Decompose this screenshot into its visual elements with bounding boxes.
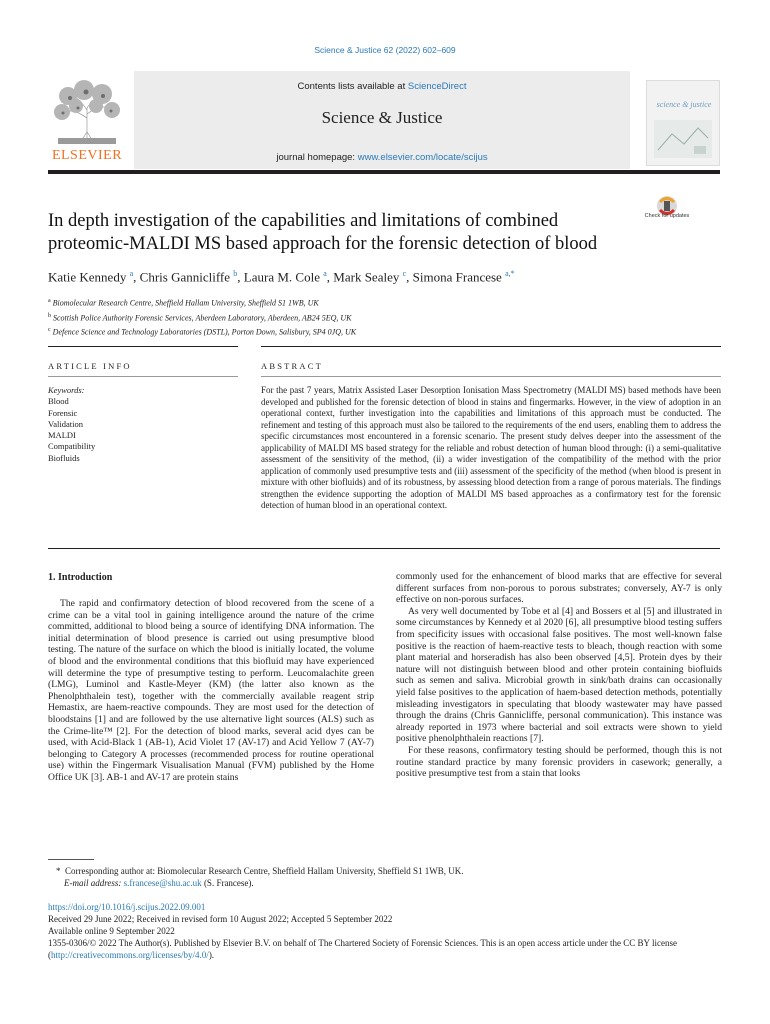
article-info-heading: ARTICLE INFO bbox=[48, 361, 132, 371]
author-affiliation-marker[interactable]: c bbox=[402, 269, 407, 278]
keywords-label: Keywords: bbox=[48, 385, 85, 395]
elsevier-tree-icon bbox=[48, 78, 126, 146]
keyword-item: Compatibility bbox=[48, 441, 96, 452]
abstract-top-rule bbox=[261, 346, 721, 347]
email-link[interactable]: s.francese@shu.ac.uk bbox=[123, 878, 202, 888]
available-online-date: Available online 9 September 2022 bbox=[48, 926, 175, 936]
article-info-top-rule bbox=[48, 346, 238, 347]
affiliation-item: $^c$ Defence Science and Technology Laboratories (DSTL), Porton Down, Salisbury, SP4 0JQ, UK bbox=[48, 327, 357, 337]
license-link[interactable]: http://creativecommons.org/licenses/by/4.0/ bbox=[51, 949, 209, 960]
abstract-sub-rule bbox=[261, 376, 721, 377]
keyword-item: Biofluids bbox=[48, 452, 80, 463]
affiliation-item: $^b$ Scottish Police Authority Forensic Services, Aberdeen Laboratory, Aberdeen, AB24 5EQ, UK bbox=[48, 312, 352, 323]
abstract-heading: ABSTRACT bbox=[261, 361, 323, 371]
keyword-item: Validation bbox=[48, 418, 83, 429]
check-updates-label: Check for updates bbox=[644, 213, 690, 219]
homepage-link[interactable]: www.elsevier.com/locate/scijus bbox=[357, 152, 488, 163]
introduction-heading: 1. Introduction bbox=[48, 572, 113, 583]
header-rule bbox=[48, 170, 720, 174]
affiliation-item: $^a$ Biomolecular Research Centre, Sheffield Hallam University, Sheffield S1 1WB, UK bbox=[48, 298, 319, 308]
footnote-rule bbox=[48, 859, 94, 860]
author-affiliation-marker[interactable]: a bbox=[129, 269, 134, 278]
journal-citation[interactable]: Science & Justice 62 (2022) 602–609 bbox=[314, 45, 456, 55]
keyword-item: Forensic bbox=[48, 407, 78, 418]
body-right-column bbox=[396, 571, 722, 780]
license-statement: 1355-0306/© 2022 The Author(s). Published by Elsevier B.V. on behalf of The Chartered Society of Forensic Sciences. This is an open access article under the CC BY license (http://creativecommons.org/licenses/by/4.0/). bbox=[48, 938, 677, 960]
keyword-item: MALDI bbox=[48, 430, 76, 441]
body-paragraph: commonly used for the enhancement of blood marks that are effective for several different surfaces from non-porous to porous substrates; conversely, AY-7 is only effective on non-porous surfaces. bbox=[396, 571, 722, 606]
author-list: Katie Kennedy $^a$, Chris Gannicliffe $^b$, Laura M. Cole $^a$, Mark Sealey $^c$, Simona Francese $^{a,*}$ bbox=[48, 269, 515, 285]
corresponding-author-note: * Corresponding author at: Biomolecular Research Centre, Sheffield Hallam University, Sheffield S1 1WB, UK. bbox=[56, 866, 464, 876]
article-title: In depth investigation of the capabilities and limitations of combined proteomic-MALDI MS based approach for the forensic detection of blood bbox=[48, 211, 598, 254]
abstract-bottom-rule bbox=[48, 548, 720, 549]
abstract-text: For the past 7 years, Matrix Assisted Laser Desorption Ionisation Mass Spectrometry (MALDI MS) based methods have been developed and published for the forensic detection of blood in stains and fingermarks. However, in the view of adoption in an operational context, further investigation into the capabilities and limitations of this approach must be conducted. The refinement and testing of this approach must also be tailored to the requirements of the end users, enabling them to address the specific circumstances most encountered in a forensic scenario. The present study delves deeper into the assessment of the applicability of MALDI MS based strategy for the reliable and robust detection of human blood through: (i) a semi-qualitative assessment of the sensitivity of the method, (ii) a wider investigation of the compatibility of the method with the prior application of commonly used presumptive tests and (iii) assessment of the specificity of the method (when blood is present in mixture with other biofluids) and of its robustness, by assessing blood detection from a range of porous materials. The findings strengthen the evidence supporting the adoption of MALDI MS based approaches as a confirmatory test for the forensic detection of human blood in an operational context. bbox=[261, 385, 721, 511]
elsevier-wordmark: ELSEVIER bbox=[51, 148, 123, 163]
body-paragraph: The rapid and confirmatory detection of blood recovered from the scene of a crime can be a vital tool in gaining intelligence around the nature of the crime committed, additional to blood being a source of identifying DNA information. The initial determination of blood presence is carried out using presumptive blood testing. The nature of the surface on which the blood is initially located, the volume of blood and the environmental conditions that this biofluid may have experienced will determine the type of presumptive testing to perform. Leucomalachite green (LMG), Luminol and Kastle-Meyer (KM) (the latter also known as the Phenolphthalein test), together with the commercially available reagent strip Hemastix, are haem-reactive compounds. They are most used for the detection of bloodstains [1] and are followed by the use alternative light sources (ALS) such as the Crime-lite™ [2]. For the detection of blood marks, several acid dyes can be used, with Acid-Black 1 (AB-1), Acid Violet 17 (AV-17) and Acid Yellow 7 (AY-7) belonging to Category A processes (recommended process for routine operational use) within the Fingermark Visualisation Manual (FVM) published by the Home Office UK [3]. AB-1 and AV-17 are protein stains bbox=[48, 598, 374, 783]
author-name[interactable]: Chris Gannicliffe bbox=[139, 269, 231, 285]
body-paragraph: As very well documented by Tobe et al [4] and Bossers et al [5] and illustrated in some circumstances by Kennedy et al 2020 [6], all presumptive blood testing suffers from specificity issues with occasional false positives. The most well-known false positive is the reaction of haem-reactive tests to bleach, though reaction with some plant material and horseradish has also been observed [4,5]. Protein dyes by their nature will not distinguish between blood and other protein containing biofluids such as semen and saliva. Microbial growth in sink/bath drains can occasionally yield false positives to the application of haem-based detection methods, potentially misleading investigators in speculating that bloody wastewater may have passed through the drains (Chris Gannicliffe, personal communication). This instance was already reported in 1973 where bacterial and soil extracts were shown to yield positive phenolphthalein reactions [7]. bbox=[396, 605, 722, 745]
contents-prefix: Contents lists available at bbox=[297, 81, 408, 92]
cover-graphic bbox=[654, 120, 712, 158]
journal-name: Science & Justice bbox=[321, 108, 443, 127]
doi-link[interactable]: https://doi.org/10.1016/j.scijus.2022.09.001 bbox=[48, 902, 206, 912]
sciencedirect-link[interactable]: ScienceDirect bbox=[407, 81, 467, 92]
keywords-block bbox=[48, 385, 228, 464]
affiliation-list bbox=[48, 295, 720, 339]
body-paragraph: For these reasons, confirmatory testing should be performed, though this is not routine standard practice by many forensic providers in casework; generally, a positive presumptive test from a stain that looks bbox=[396, 744, 722, 780]
homepage-prefix: journal homepage: bbox=[276, 152, 358, 163]
email-label: E-mail address: bbox=[64, 878, 122, 888]
body-left-column bbox=[48, 598, 374, 784]
keyword-item: Blood bbox=[48, 396, 69, 407]
corresponding-marker: * bbox=[56, 866, 61, 876]
article-info-sub-rule bbox=[48, 376, 238, 377]
author-name[interactable]: Mark Sealey bbox=[333, 269, 400, 285]
author-name[interactable]: Laura M. Cole bbox=[243, 269, 320, 285]
author-affiliation-marker[interactable]: b bbox=[233, 269, 238, 278]
email-line: E-mail address: s.francese@shu.ac.uk (S. Francese). bbox=[64, 878, 254, 888]
received-dates: Received 29 June 2022; Received in revised form 10 August 2022; Accepted 5 September 2022 bbox=[48, 914, 393, 924]
author-affiliation-marker[interactable]: a bbox=[323, 269, 327, 278]
journal-homepage-line bbox=[134, 152, 630, 163]
author-name[interactable]: Katie Kennedy bbox=[48, 269, 127, 285]
contents-available-line bbox=[134, 81, 630, 92]
cover-title: science & justice bbox=[656, 100, 712, 109]
author-name[interactable]: Simona Francese bbox=[412, 269, 502, 285]
author-affiliation-marker[interactable]: a,* bbox=[505, 269, 515, 278]
